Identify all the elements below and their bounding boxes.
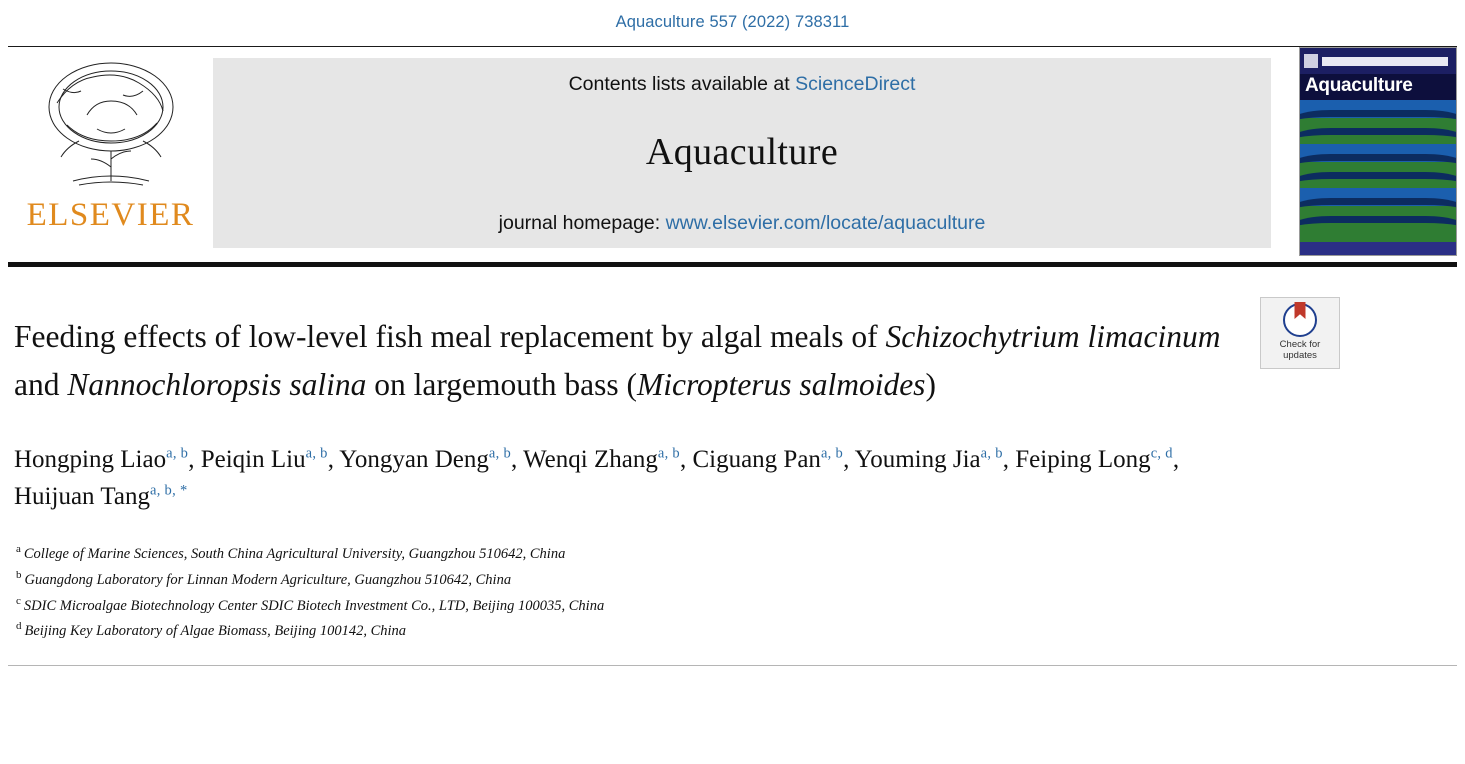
crossmark-line2: updates <box>1283 349 1317 361</box>
author-affiliation-marks[interactable]: c, d <box>1150 445 1173 462</box>
crossmark-icon <box>1283 303 1317 337</box>
title-part-2: and <box>14 366 68 402</box>
homepage-line <box>499 212 986 235</box>
affiliation-text: Guangdong Laboratory for Linnan Modern Agriculture, Guangzhou 510642, China <box>24 571 512 588</box>
journal-masthead <box>8 46 1457 256</box>
elsevier-logo <box>8 47 213 256</box>
author-name: Hongping Liao <box>14 445 167 473</box>
author-affiliation-marks[interactable]: a, b <box>305 445 328 462</box>
title-species-3: Micropterus salmoides <box>637 366 926 402</box>
author-name: Wenqi Zhang <box>523 445 658 473</box>
affiliation-list <box>16 540 1457 644</box>
author-affiliation-marks[interactable]: a, b, * <box>149 482 188 499</box>
contents-prefix: Contents lists available at <box>568 73 796 95</box>
title-part-3: on largemouth bass ( <box>366 366 637 402</box>
affiliation-text: SDIC Microalgae Biotechnology Center SDIC Biotech Investment Co., LTD, Beijing 100035, China <box>23 597 605 614</box>
author-separator: , <box>511 445 524 473</box>
author-name: Yongyan Deng <box>339 445 489 473</box>
author-name: Feiping Long <box>1015 445 1151 473</box>
affiliation-text: College of Marine Sciences, South China Agricultural University, Guangzhou 510642, China <box>23 545 566 562</box>
title-part-1: Feeding effects of low-level fish meal replacement by algal meals of <box>14 319 886 354</box>
author-entry <box>14 446 201 473</box>
elsevier-wordmark: ELSEVIER <box>26 197 195 233</box>
crossmark-badge[interactable] <box>1260 297 1340 369</box>
journal-banner <box>213 58 1271 248</box>
author-separator: , <box>1002 445 1016 473</box>
journal-homepage-link[interactable]: www.elsevier.com/locate/aquaculture <box>665 212 986 234</box>
author-list <box>14 441 1264 516</box>
author-separator: , <box>679 445 693 473</box>
title-species-2: Nannochloropsis salina <box>67 366 367 402</box>
crossmark-label <box>1280 340 1321 361</box>
author-separator: , <box>843 445 855 473</box>
title-species-1: Schizochytrium limacinum <box>885 319 1221 354</box>
journal-title: Aquaculture <box>645 131 839 173</box>
author-entry <box>692 446 854 473</box>
running-head: Aquaculture 557 (2022) 738311 <box>615 13 850 31</box>
author-entry <box>1015 446 1179 473</box>
author-name: Peiqin Liu <box>200 445 306 473</box>
author-entry <box>855 446 1016 473</box>
article-bottom-divider <box>8 665 1457 666</box>
cover-journal-title: Aquaculture <box>1300 74 1456 100</box>
affiliation-mark: d <box>16 620 22 633</box>
cover-header-strip <box>1300 48 1456 74</box>
sciencedirect-link[interactable]: ScienceDirect <box>795 73 916 95</box>
page-title <box>14 313 1244 409</box>
affiliation-mark: b <box>16 568 22 581</box>
author-separator: , <box>1172 445 1180 473</box>
author-name: Huijuan Tang <box>14 483 150 511</box>
author-affiliation-marks[interactable]: a, b <box>980 445 1003 462</box>
crossmark-line1: Check for <box>1279 339 1321 350</box>
author-name: Ciguang Pan <box>692 445 821 473</box>
affiliation-item <box>16 566 1457 592</box>
author-entry <box>201 446 340 473</box>
cover-artwork <box>1300 100 1456 242</box>
elsevier-tree-icon <box>27 55 195 195</box>
affiliation-mark: c <box>16 594 21 607</box>
author-entry <box>339 446 523 473</box>
author-affiliation-marks[interactable]: a, b <box>488 445 511 462</box>
cover-footer-strip <box>1300 242 1456 256</box>
author-affiliation-marks[interactable]: a, b <box>820 445 844 462</box>
cover-header-bar <box>1322 57 1448 66</box>
author-name: Youming Jia <box>854 445 981 473</box>
author-affiliation-marks[interactable]: a, b <box>166 445 189 462</box>
contents-line <box>569 73 916 96</box>
affiliation-item <box>16 540 1457 566</box>
author-entry <box>14 483 188 510</box>
author-affiliation-marks[interactable]: a, b <box>657 445 680 462</box>
cover-logo-square <box>1304 54 1318 68</box>
affiliation-item <box>16 617 1457 643</box>
affiliation-text: Beijing Key Laboratory of Algae Biomass, Beijing 100142, China <box>24 623 407 640</box>
title-part-4: ) <box>925 366 936 402</box>
author-separator: , <box>188 445 201 473</box>
author-separator: , <box>327 445 340 473</box>
homepage-prefix: journal homepage: <box>498 212 666 234</box>
affiliation-item <box>16 592 1457 618</box>
author-entry <box>523 446 692 473</box>
affiliation-mark: a <box>16 542 21 555</box>
journal-cover-image <box>1299 47 1457 256</box>
article-header <box>8 267 1457 643</box>
